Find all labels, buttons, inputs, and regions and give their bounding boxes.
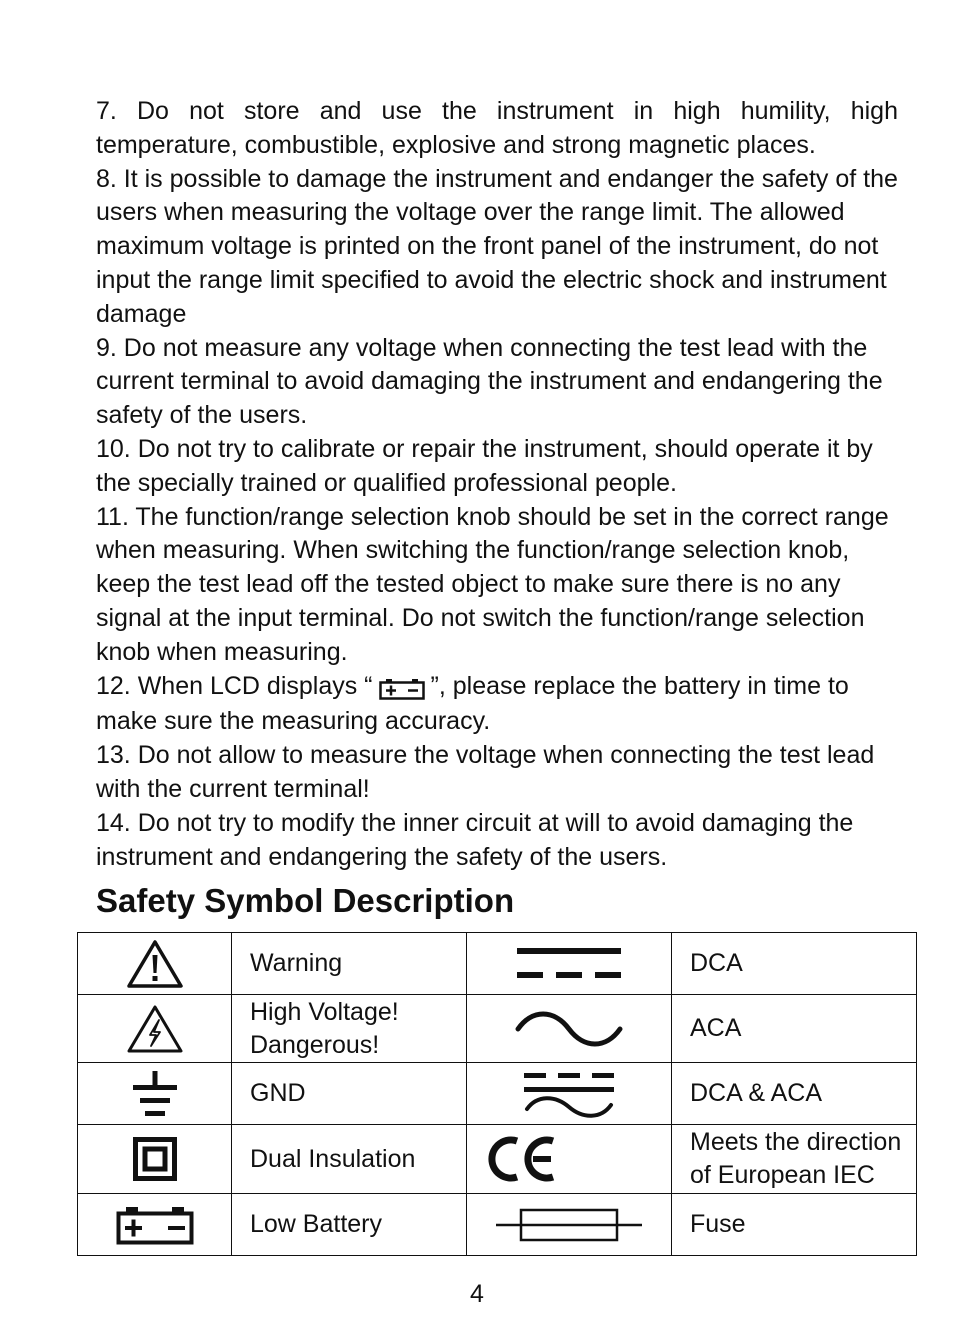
- symbol-cell: [78, 1063, 232, 1125]
- paragraph-8: 8. It is possible to damage the instrument and endanger the safety of the users when measuring the voltage over the range limit. The allowed maximum voltage is printed on the front panel of the instrument, do not input the range limit specified to avoid the electric shock and instrument damage: [96, 164, 898, 328]
- symbol-cell: [467, 1063, 672, 1125]
- symbol-cell: [467, 995, 672, 1063]
- paragraph-9: 9. Do not measure any voltage when connecting the test lead with the current terminal to avoid damaging the instrument and endangering the safety of the users.: [96, 333, 883, 430]
- warning-triangle-icon: [126, 939, 184, 989]
- fuse-icon: [494, 1207, 644, 1243]
- symbol-cell: [467, 1125, 672, 1194]
- symbol-label: ACA: [672, 995, 917, 1063]
- table-row: [78, 995, 917, 1063]
- high-voltage-icon: [126, 1004, 184, 1054]
- paragraph-11: 11. The function/range selection knob should be set in the correct range when measuring. When switching the function/range selection knob, keep the test lead off the tested object to make sure there is no any signal at the input terminal. Do not switch the function/range selection knob when measuring.: [96, 502, 889, 666]
- section-title: Safety Symbol Description: [96, 882, 515, 919]
- instructions-body: [96, 95, 898, 874]
- symbol-cell: [78, 1194, 232, 1256]
- symbol-cell: [78, 995, 232, 1063]
- paragraph-12-end: ”, please replace the battery in time to make sure the measuring accuracy.: [96, 671, 849, 736]
- symbol-cell: [467, 933, 672, 995]
- symbol-label: DCA & ACA: [672, 1063, 917, 1125]
- table-row: [78, 933, 917, 995]
- ac-dc-icon: [523, 1069, 615, 1119]
- ground-icon: [131, 1069, 179, 1119]
- ce-mark-icon: [487, 1133, 557, 1185]
- low-battery-icon: [116, 1205, 194, 1245]
- symbol-cell: [78, 1125, 232, 1194]
- symbol-label: Warning: [232, 933, 467, 995]
- paragraph-7: [96, 95, 898, 163]
- paragraph-10: 10. Do not try to calibrate or repair the instrument, should operate it by the specially trained or qualified professional people.: [96, 434, 873, 497]
- paragraph-7-line-1: 7. Do not store and use the instrument in high humility, high: [96, 97, 898, 125]
- table-row: [78, 1125, 917, 1194]
- paragraph-13: 13. Do not allow to measure the voltage when connecting the test lead with the current terminal!: [96, 741, 875, 803]
- table-row: [78, 1063, 917, 1125]
- symbol-label: Dual Insulation: [232, 1125, 467, 1194]
- symbol-label: GND: [232, 1063, 467, 1125]
- double-insulation-icon: [133, 1137, 177, 1181]
- paragraph-7-line-2: temperature, combustible, explosive and strong magnetic places.: [96, 130, 816, 159]
- paragraph-14: 14. Do not try to modify the inner circuit at will to avoid damaging the instrument and endangering the safety of the users.: [96, 808, 854, 871]
- page-number: 4: [470, 1280, 484, 1308]
- symbol-label: Fuse: [672, 1194, 917, 1256]
- low-battery-inline-icon: [379, 672, 425, 706]
- safety-symbol-table: [77, 932, 917, 1256]
- symbol-cell: [467, 1194, 672, 1256]
- ac-icon: [514, 1009, 624, 1049]
- symbol-label: High Voltage! Dangerous!: [232, 995, 467, 1063]
- dc-icon: [516, 944, 622, 984]
- paragraph-12: [96, 670, 898, 740]
- symbol-label: Meets the direction of European IEC: [672, 1125, 917, 1194]
- paragraph-12-start: 12. When LCD displays “: [96, 671, 373, 700]
- symbol-cell: [78, 933, 232, 995]
- table-row: [78, 1194, 917, 1256]
- symbol-label: Low Battery: [232, 1194, 467, 1256]
- symbol-label: DCA: [672, 933, 917, 995]
